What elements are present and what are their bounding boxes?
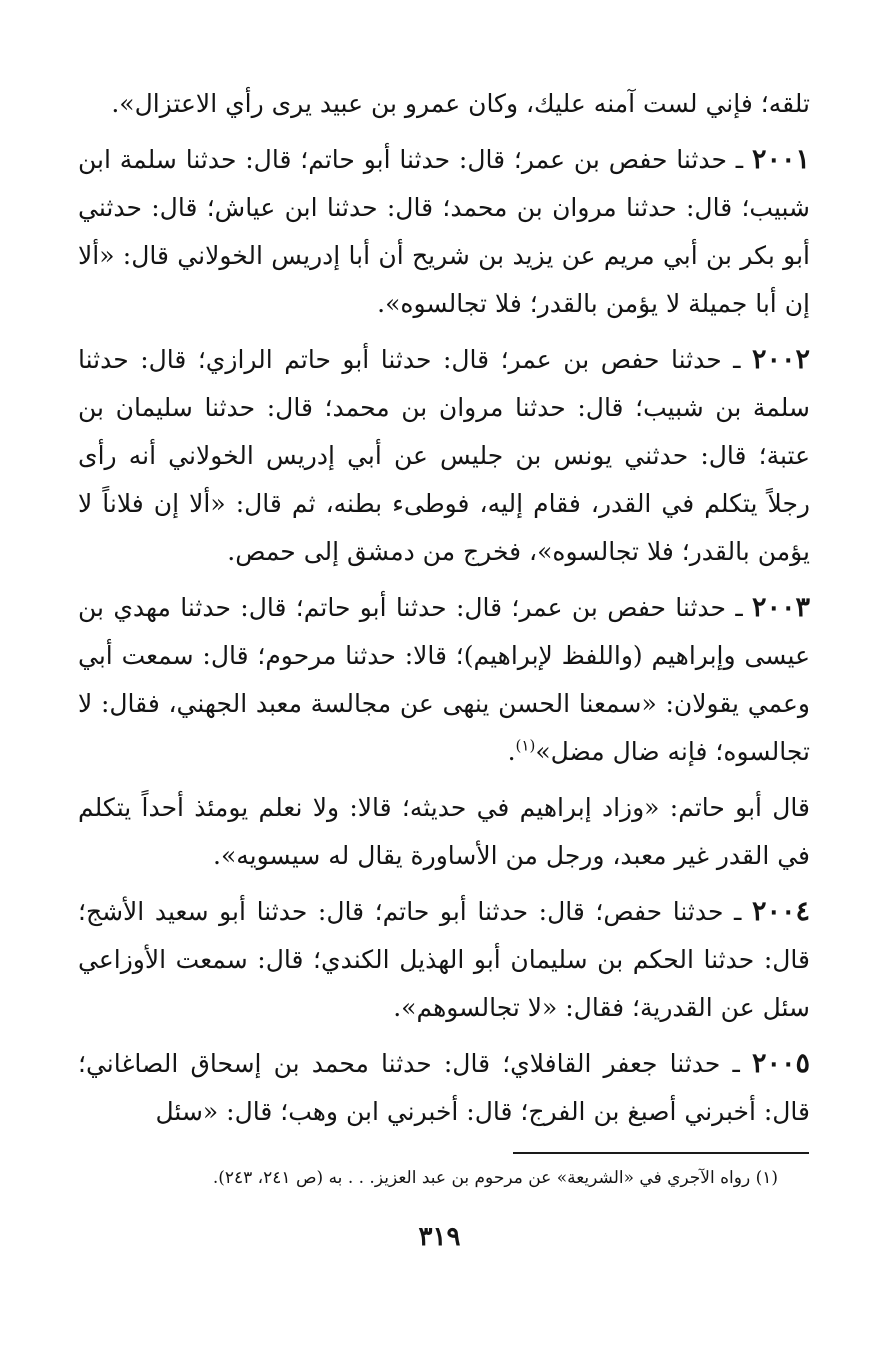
footnote-marker[interactable]: (١) [515, 736, 536, 755]
hadith-2003 [78, 584, 810, 776]
footnote-divider [513, 1152, 809, 1154]
paragraph-text: ـ حدثنا حفص بن عمر؛ قال: حدثنا أبو حاتم؛ قال: حدثنا مهدي بن عيسى وإبراهيم (واللفظ لإبراهيم)؛ قالا: حدثنا مرحوم؛ قال: سمعت أبي وعمي يقولان: «سمعنا الحسن ينهى عن مجالسة معبد الجهني، فقال: لا تجالسوه؛ فإنه ضال مضل» [78, 593, 810, 766]
hadith-2001 [78, 136, 810, 328]
page-number: ٣١٩ [418, 1222, 461, 1252]
paragraph-continuation [78, 80, 810, 128]
hadith-number: ٢٠٠٥ [751, 1048, 810, 1079]
paragraph-text: ـ حدثنا حفص بن عمر؛ قال: حدثنا أبو حاتم الرازي؛ قال: حدثنا سلمة بن شبيب؛ قال: حدثنا مروان بن محمد؛ قال: حدثنا سليمان بن عتبة؛ قال: حدثني يونس بن جليس عن أبي إدريس الخولاني أنه رأى رجلاً يتكلم في القدر، فقام إليه، فوطىء بطنه، ثم قال: «ألا إن فلاناً لا يؤمن بالقدر؛ فلا تجالسوه»، فخرج من دمشق إلى حمص. [78, 345, 810, 566]
paragraph-text: قال أبو حاتم: «وزاد إبراهيم في حديثه؛ قالا: ولا نعلم يومئذ أحداً يتكلم في القدر غير معبد، ورجل من الأساورة يقال له سيسويه». [78, 793, 810, 870]
hadith-2004 [78, 888, 810, 1032]
paragraph-tail: . [507, 737, 516, 766]
abu-hatim-note [78, 784, 810, 880]
hadith-number: ٢٠٠١ [751, 144, 810, 175]
hadith-2005 [78, 1040, 810, 1136]
paragraph-text: ـ حدثنا جعفر القافلاي؛ قال: حدثنا محمد بن إسحاق الصاغاني؛ قال: أخبرني أصبغ بن الفرج؛ قال: أخبرني ابن وهب؛ قال: «سئل [78, 1049, 810, 1126]
hadith-number: ٢٠٠٣ [751, 592, 810, 623]
hadith-number: ٢٠٠٢ [751, 344, 810, 375]
footnote: (١) رواه الآجري في «الشريعة» عن مرحوم بن عبد العزيز. . . به (ص ٢٤١، ٢٤٣). [212, 1168, 778, 1188]
paragraph-text: ـ حدثنا حفص بن عمر؛ قال: حدثنا أبو حاتم؛ قال: حدثنا سلمة ابن شبيب؛ قال: حدثنا مروان بن محمد؛ قال: حدثنا ابن عياش؛ قال: حدثني أبو بكر بن أبي مريم عن يزيد بن شريح أن أبا إدريس الخولاني قال: «ألا إن أبا جميلة لا يؤمن بالقدر؛ فلا تجالسوه». [78, 145, 810, 318]
paragraph-text: تلقه؛ فإني لست آمنه عليك، وكان عمرو بن عبيد يرى رأي الاعتزال». [111, 89, 810, 118]
main-text [78, 80, 810, 1136]
hadith-number: ٢٠٠٤ [751, 896, 810, 927]
hadith-2002 [78, 336, 810, 576]
paragraph-text: ـ حدثنا حفص؛ قال: حدثنا أبو حاتم؛ قال: حدثنا أبو سعيد الأشج؛ قال: حدثنا الحكم بن سليمان أبو الهذيل الكندي؛ قال: سمعت الأوزاعي سئل عن القدرية؛ فقال: «لا تجالسوهم». [78, 897, 810, 1022]
